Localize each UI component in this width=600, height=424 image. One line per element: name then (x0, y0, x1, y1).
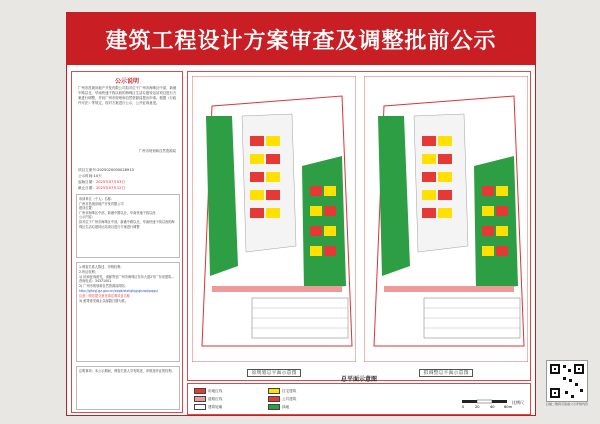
legend-swatch (194, 388, 206, 394)
legend-swatch (268, 404, 280, 410)
scale-bar (460, 396, 526, 412)
note-text: 注明事项：本公示期间，利害关系人享有陈述、申辩及听证的权利。 (79, 369, 175, 373)
notice-panel (71, 71, 183, 413)
applicant-box (76, 194, 180, 258)
location-label: 建设位置： (79, 206, 95, 211)
website-link[interactable]: http://ghzyj.gz.gov.cn/zwgk/ztzl/ghjg/ghzqd/pqgs/ (79, 288, 158, 293)
scale-tick-0: 0 (462, 405, 465, 409)
rights-line: 3) 邮寄意见截止以邮戳日期为准。 (79, 298, 128, 303)
legend-item (194, 404, 222, 410)
legend-item-label: 住宅建筑 (282, 388, 297, 393)
scale-tick-60: 60m (504, 405, 513, 409)
rights-line: 2.听证权利； (79, 269, 98, 274)
original-plan-caption-text: 原规划总平面示意图 (247, 369, 300, 377)
end-date-label: 截止日期： (78, 186, 96, 190)
qr-code[interactable] (546, 360, 588, 402)
qr-caption: 扫描二维码可查看公示详细内容 (545, 402, 588, 406)
project-number-label: 项目立案号: (78, 168, 98, 172)
legend-item-label: 建筑轮廓 (208, 404, 223, 409)
legend-swatch (194, 404, 206, 410)
legend (187, 376, 531, 415)
legend-swatch (268, 388, 280, 394)
legend-swatch (268, 396, 280, 402)
legend-item (194, 396, 222, 402)
end-date-value: 2025年07月12日 (95, 186, 126, 190)
rights-line: 2) 广州市规划和自然资源局网站： (79, 284, 128, 289)
legend-item-label: 道路红线 (208, 396, 223, 401)
applicant-name: 广州市昌晟房地产开发有限公司 (79, 201, 124, 206)
note-box (76, 366, 180, 410)
project-number-value: 2025020000028913 (97, 168, 134, 172)
project-number (78, 168, 134, 173)
period (78, 174, 102, 179)
start-date-label: 起始日期： (78, 180, 96, 184)
scale-tick-40: 40 (490, 405, 495, 409)
applicant-label: 申请单位（个人）名称： (79, 197, 115, 201)
original-plan-drawing (192, 76, 356, 362)
period-label: 公示时间: (78, 174, 94, 178)
rights-box (76, 262, 180, 362)
legend-title: 总平面示意图 (340, 376, 377, 383)
legend-item-label: 用地红线 (208, 388, 223, 393)
rights-line: 1) 协商征询意见，请邮寄至广州市海珠区东坊大道2号广东省建筑... (79, 274, 175, 279)
legend-item (268, 396, 296, 402)
end-date (78, 186, 125, 191)
legend-item-label: 公共建筑 (282, 396, 297, 401)
plans-panel (187, 71, 531, 381)
adjusted-plan-caption-text: 拟调整总平面示意图 (419, 369, 472, 377)
legend-item (268, 404, 289, 410)
notice-body: 广州市昌晟房地产开发有限公司拟对位于广州市海珠区中部，新港中路以北，华南快速干线以西的海珠区生活垃圾转运站项目进行方案进行调整，并向广州市规划和自然资源局提出申请。根据《行政许可法》等规定，现对方案进行公示，公开征询意见。 (78, 86, 177, 105)
start-date-value: 2025年07月03日 (95, 180, 126, 184)
scale-label: 比例尺 (512, 400, 524, 405)
legend-swatch (194, 396, 206, 402)
start-date (78, 180, 125, 185)
adjusted-plan-drawing (364, 76, 528, 362)
adjusted-plan (364, 76, 528, 376)
notice-heading: 公示说明 (114, 78, 139, 85)
page-title: 建筑工程设计方案审查及调整批前公示 (67, 13, 535, 65)
rights-line: 1.利害关系人陈述、申辩权利； (79, 265, 124, 269)
original-plan (192, 76, 356, 376)
location-value: 广州市海珠区中部，新港中路以北，华南快速干线以西 (79, 210, 156, 215)
notice-sheet (66, 12, 536, 416)
rights-line: 咨询电话：34371001 (79, 279, 112, 284)
legend-item (268, 388, 296, 394)
content-label: 公示内容： (79, 215, 95, 220)
legend-item (194, 388, 222, 394)
content-value: 拟对位于广州市海珠区中部，新港中路以北，华南快速干线以西的海珠区生活垃圾转运站项目进行方案进行调整 (79, 219, 175, 229)
rights-line: 注意：网站提交意见请注明项目名称 (79, 293, 130, 298)
period-value: 10天 (93, 174, 102, 178)
scale-tick-20: 20 (475, 405, 480, 409)
notice-org: 广州市规划和自然资源局 (138, 149, 176, 153)
legend-item-label: 绿地 (282, 404, 290, 409)
